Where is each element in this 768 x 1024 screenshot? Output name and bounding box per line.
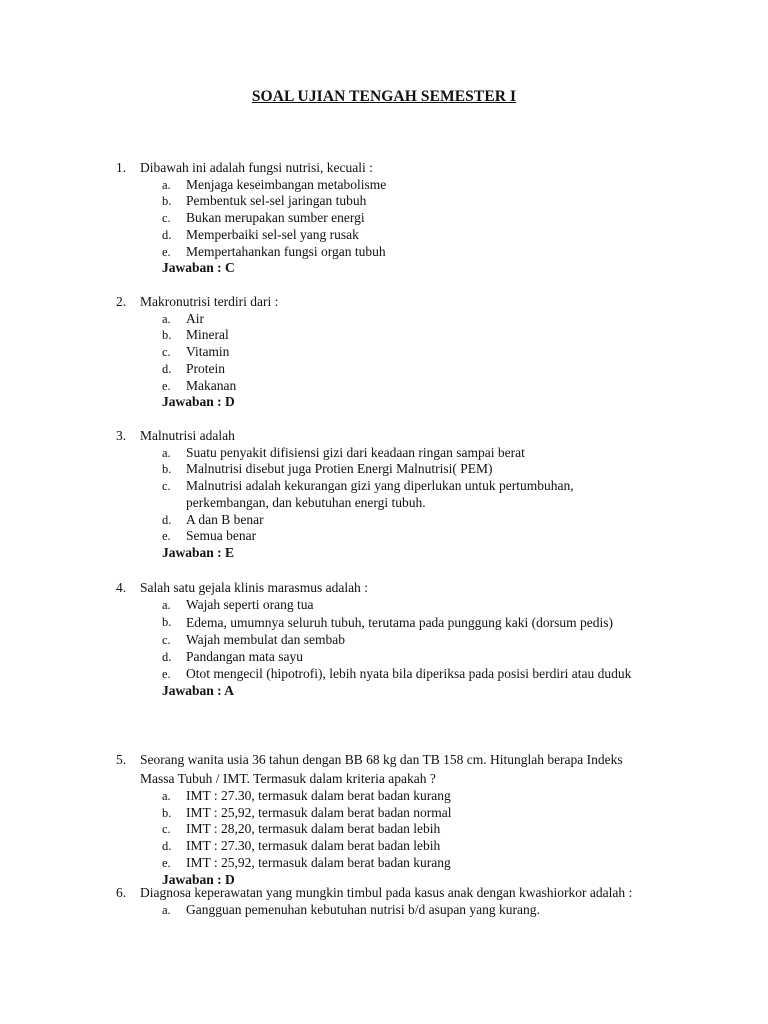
option-item	[162, 344, 656, 361]
option-letter: b.	[162, 462, 172, 477]
option-item	[162, 666, 656, 683]
page-title: SOAL UJIAN TENGAH SEMESTER I	[251, 88, 517, 105]
option-text: Malnutrisi disebut juga Protien Energi Malnutrisi( PEM)	[186, 461, 493, 477]
option-letter: b.	[162, 328, 172, 343]
question-3	[116, 428, 656, 562]
option-letter: e.	[162, 529, 171, 544]
answer-key: Jawaban : A	[162, 682, 235, 698]
option-item	[162, 478, 656, 511]
option-item	[162, 311, 656, 328]
option-item	[162, 445, 656, 462]
option-letter: c.	[162, 822, 171, 837]
option-letter: d.	[162, 839, 172, 854]
option-letter: a.	[162, 445, 171, 460]
option-item	[162, 327, 656, 344]
option-text: IMT : 25,92, termasuk dalam berat badan normal	[186, 804, 452, 820]
question-text: Seorang wanita usia 36 tahun dengan BB 68 kg dan TB 158 cm. Hitunglah berapa Indeks Massa Tubuh / IMT. Termasuk dalam kriteria apakah ?	[140, 752, 623, 786]
option-list	[162, 902, 656, 919]
question-1	[116, 160, 656, 277]
option-text: Wajah seperti orang tua	[186, 596, 314, 612]
answer-key: Jawaban : E	[162, 544, 235, 560]
question-5	[116, 750, 656, 888]
option-text: Vitamin	[186, 344, 230, 360]
question-number: 1.	[116, 160, 127, 175]
option-text: Air	[186, 310, 204, 326]
option-item	[162, 649, 656, 666]
option-letter: d.	[162, 512, 172, 527]
option-letter: c.	[162, 211, 171, 226]
option-text: Pembentuk sel-sel jaringan tubuh	[186, 193, 367, 209]
option-item	[162, 193, 656, 210]
option-letter: b.	[162, 805, 172, 820]
option-item	[162, 512, 656, 529]
option-item	[162, 821, 656, 838]
option-item	[162, 613, 656, 632]
option-item	[162, 805, 656, 822]
answer-key: Jawaban : D	[162, 394, 235, 410]
question-text: Salah satu gejala klinis marasmus adalah :	[140, 580, 368, 595]
option-text: Edema, umumnya seluruh tubuh, terutama pada punggung kaki (dorsum pedis)	[186, 615, 614, 631]
option-text: Memperbaiki sel-sel yang rusak	[186, 226, 359, 242]
question-2	[116, 294, 656, 411]
option-item	[162, 788, 656, 805]
question-number: 6.	[116, 885, 127, 900]
option-item	[162, 244, 656, 261]
option-letter: a.	[162, 789, 171, 803]
option-letter: a.	[162, 597, 171, 612]
option-letter: a.	[162, 311, 171, 326]
option-item	[162, 210, 656, 227]
option-text: IMT : 28,20, termasuk dalam berat badan lebih	[186, 821, 441, 837]
option-text: Otot mengecil (hipotrofi), lebih nyata bila diperiksa pada posisi berdiri atau duduk	[186, 665, 632, 681]
option-text: Gangguan pemenuhan kebutuhan nutrisi b/d asupan yang kurang.	[186, 901, 540, 917]
option-text: IMT : 27.30, termasuk dalam berat badan lebih	[186, 838, 441, 854]
option-text: Suatu penyakit difisiensi gizi dari keadaan ringan sampai berat	[186, 444, 525, 460]
option-item	[162, 361, 656, 378]
option-item	[162, 528, 656, 545]
option-text: Pandangan mata sayu	[186, 649, 303, 665]
question-number: 4.	[116, 580, 127, 595]
option-item	[162, 461, 656, 478]
option-text: Protein	[186, 360, 225, 376]
option-letter: a.	[162, 177, 171, 192]
option-text: Bukan merupakan sumber energi	[186, 210, 365, 226]
question-text: Diagnosa keperawatan yang mungkin timbul pada kasus anak dengan kwashiorkor adalah :	[140, 885, 633, 900]
question-4	[116, 580, 656, 699]
option-letter: a.	[162, 902, 171, 917]
option-text: Makanan	[186, 377, 237, 393]
option-text: IMT : 25,92, termasuk dalam berat badan kurang	[186, 854, 451, 870]
option-letter: e.	[162, 666, 171, 681]
option-item	[162, 855, 656, 872]
question-number: 5.	[116, 752, 127, 767]
option-letter: c.	[162, 345, 171, 360]
option-letter: d.	[162, 361, 172, 376]
option-letter: e.	[162, 378, 171, 393]
question-6	[116, 885, 656, 918]
question-number: 3.	[116, 428, 127, 443]
option-item	[162, 597, 656, 614]
option-letter: d.	[162, 650, 172, 665]
question-text: Makronutrisi terdiri dari :	[140, 294, 279, 309]
option-list	[162, 597, 656, 683]
question-number: 2.	[116, 294, 127, 309]
option-letter: d.	[162, 227, 172, 242]
option-list	[162, 445, 656, 545]
option-item	[162, 378, 656, 395]
option-list	[162, 788, 656, 872]
option-item	[162, 632, 656, 649]
option-text: Wajah membulat dan sembab	[186, 632, 345, 648]
option-text: A dan B benar	[186, 511, 264, 527]
option-letter: e.	[162, 855, 171, 870]
option-text: Menjaga keseimbangan metabolisme	[186, 176, 387, 192]
answer-key: Jawaban : C	[162, 260, 235, 276]
option-letter: b.	[162, 615, 172, 630]
question-text: Malnutrisi adalah	[140, 428, 235, 443]
option-item	[162, 902, 656, 919]
option-text: Malnutrisi adalah kekurangan gizi yang diperlukan untuk pertumbuhan, perkembangan, dan kebutuhan energi tubuh.	[186, 478, 574, 510]
option-letter: e.	[162, 244, 171, 259]
option-text: IMT : 27.30, termasuk dalam berat badan kurang	[186, 788, 451, 803]
option-item	[162, 177, 656, 194]
option-list	[162, 177, 656, 261]
option-item	[162, 227, 656, 244]
option-letter: c.	[162, 479, 171, 494]
option-list	[162, 311, 656, 395]
option-text: Semua benar	[186, 528, 257, 544]
option-item	[162, 838, 656, 855]
answer-key: Jawaban : D	[162, 871, 235, 887]
option-letter: b.	[162, 194, 172, 209]
option-text: Mempertahankan fungsi organ tubuh	[186, 243, 386, 259]
option-letter: c.	[162, 633, 171, 648]
option-text: Mineral	[186, 327, 229, 343]
question-text: Dibawah ini adalah fungsi nutrisi, kecuali :	[140, 160, 373, 175]
